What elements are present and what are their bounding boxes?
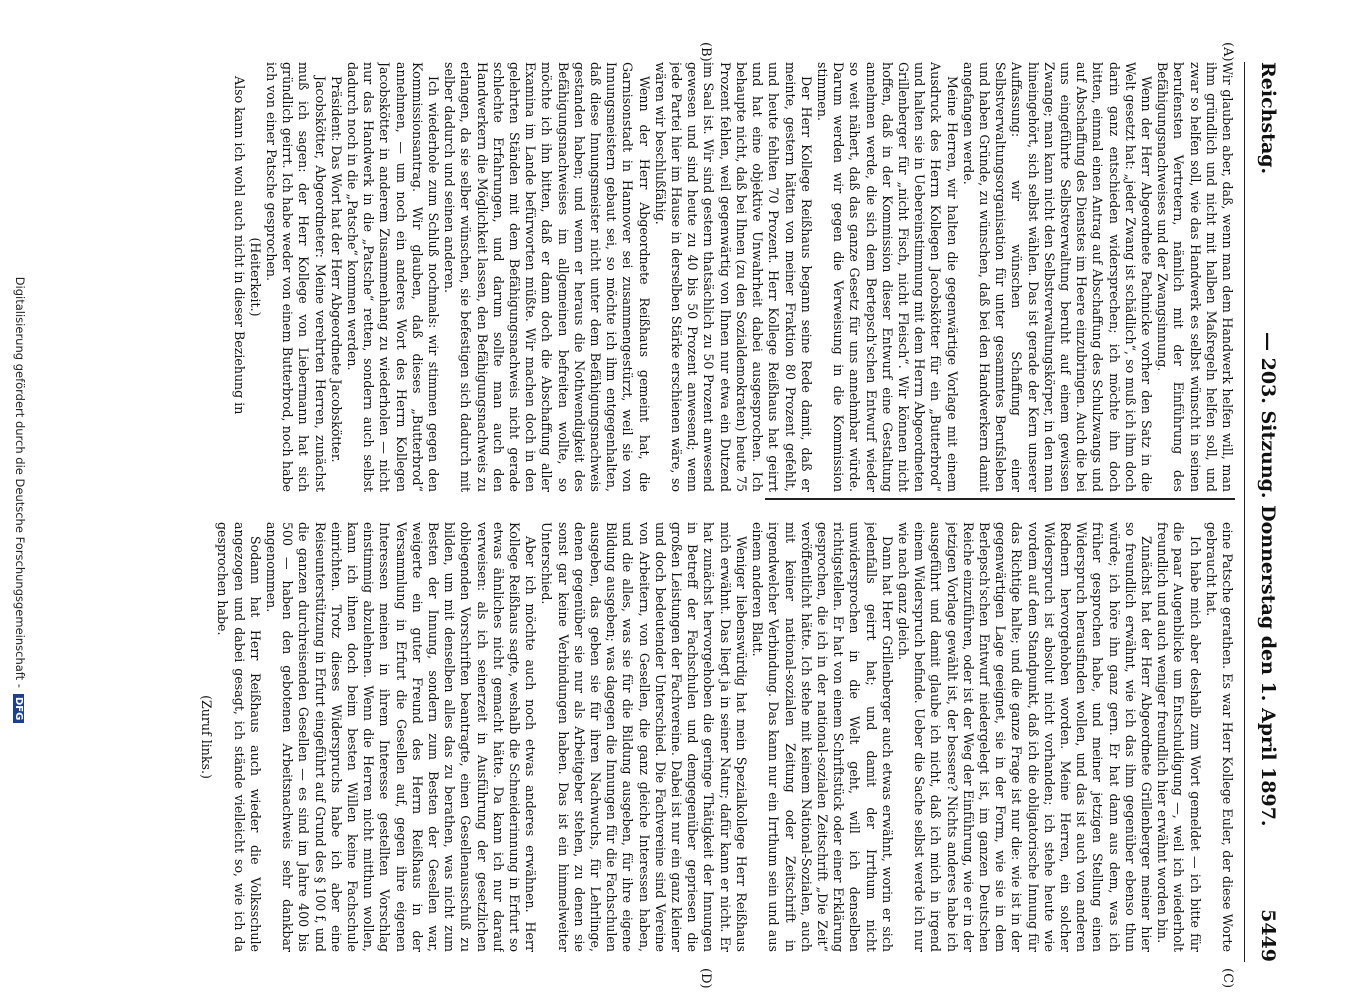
paragraph: Wir glauben aber, daß, wenn man dem Handwerk helfen will, man ihm gründlich und nicht mit halben Maßregeln helfen soll, und zwar so helfen soll, wie das Handwerk es selbst wünscht in seinen berufensten Vertretern, nämlich mit der Einführung des Befähigungsnachweises und der Zwangsinnung. <box>1155 62 1235 492</box>
digitization-footer <box>13 0 27 1000</box>
column-divider <box>765 498 1235 500</box>
paragraph: Aber ich möchte auch noch etwas anderes erwähnen. Herr Kollege Reißhaus sagte, weshalb die Schneiderinnung in Erfurt so etwas ähnliches nicht gemacht hätte. Da kann ich nur darauf verweisen: als ich seinerzeit in Ausführung der gesetzlichen obliegenden Vorschriften beantragte, einen Gesellenausschuß zu bilden, um mit denselben alles das zu berathen, was nicht zum Besten der Innung, sondern zum Besten der Gesellen war, weigerte ein guter Freund des Herrn Reißhaus in der Versammlung in Erfurt die Gesellen auf, gegen ihre eigenen Interessen meinen in ihrem Interesse gestellten Vorschlag einstimmig abzulehnen. Wenn die Herren nicht mitthun wollen, kann ich ihnen doch beim besten Willen keine Fachschule einrichten. Trotz dieses Widerspruchs habe ich aber eine Reiseunterstützung in Erfurt eingeführt auf Grund des § 100 f, und die ganzen durchreisenden Gesellen — es sind im Jahre 400 bis 500 — haben den gebotenen Arbeitsnachweis sehr dankbar angenommen. <box>264 522 539 952</box>
paragraph: Meine Herren, wir halten die gegenwärtige Vorlage mit einem Ausdruck des Herrn Kollegen Jacobskötter für ein „Butterbrod“ und halten sie in Uebereinstimmung mit dem Herrn Abgeordneten Grillenberger für „nicht Fisch, nicht Fleisch“. Wir können nicht hoffen, daß in der Kommission dieser Entwurf eine Gestaltung annehmen werde, die sich dem Bertepsch'schen Entwurf wieder so weit nähert, daß das ganze Gesetz für uns annehmbar würde. Darum werden wir gegen die Verweisung in die Kommission stimmen. <box>814 62 960 492</box>
paragraph: Sodann hat Herr Reißhaus auch wieder die Volksschule angezogen und dabei gesagt, ich stände vielleicht so, wie ich da gesprochen habe. <box>215 522 263 952</box>
footer-text: Digitalisierung gefördert durch die Deutsche Forschungsgemeinschaft - <box>13 276 27 688</box>
interjection: (Zuruf links.) <box>199 695 215 779</box>
paragraph: Zunächst hat der Herr Abgeordnete Grillenberger meiner hier so freundlich erwähnt, wie ich das ihm gegenüber ebenso thun würde; ich höre ihn ganz gern. Er hat dann aus dem, was ich früher gesprochen habe, und meiner jetzigen Stellung einen Widerspruch herausfinden wollen, und das ist auch von anderen Rednern hervorgehoben worden. Meine Herren, ein solcher Widerspruch ist absolut nicht vorhanden; ich stehe heute wie vordem auf dem Standpunkt, daß ich die obligatorische Innung für das Richtige halte; und die ganze Frage ist nur die: wie ist in der gegenwärtigen Lage geeignet, sie in der Form, wie sie in dem Berlepsch'schen Entwurf niedergelegt ist, im ganzen Deutschen Reiche einzuführen, oder ist der Weg der Einführung, wie er in der jetzigen Vorlage gewählt ist, der bessere? Nichts anderes habe ich ausgeführt und damit glaube ich nicht, daß ich mich in irgend einem Widerspruch befinde. Ueber die Sache selbst werde ich nur wie nach ganz gleich. <box>895 522 1154 952</box>
margin-marker-a: (A) <box>1220 42 1235 62</box>
page-number: 5449 <box>1257 909 1279 962</box>
paragraph: Ich habe mich aber deshalb zum Wort gemeldet — ich bitte für die paar Augenblicke um Entschuldigung —, weil ich wiederholt freundlich und auch weniger freundlich hier erwähnt worden bin. <box>1155 522 1203 952</box>
paragraph: Also kann ich wohl auch nicht in dieser Beziehung in <box>231 76 247 415</box>
page-header <box>1244 62 1285 962</box>
header-title: Reichstag. <box>1257 62 1279 175</box>
dfg-logo: DFG <box>13 694 24 723</box>
paragraph: Wenn der Herr Abgeordnete Pachnicke vorher den Satz in die Welt gesetzt hat: „jeder Zwang ist schädlich“, so muß ich ihm doch darin ganz entschieden widersprechen; ich möchte ihn doch bitten, einmal einen Antrag auf Abschaffung des Schulzwangs und auf Abschaffung des Dienstes im Heere einzubringen. Auch die bei uns eingeführte Selbstverwaltung beruht auf einem gewissen Zwange; man kann nicht den Selbstverwaltungskörper, in den man hineingehört, sich selbst wählen. Das ist gerade der Kern unserer Auffassung: wir wünschen Schaffung einer Selbstverwaltungsorganisation für unter gesammtes Berufsleben und haben Gründe, zu wünschen, daß bei den Handwerkern damit angefangen werde. <box>960 62 1154 492</box>
margin-marker-d: (D) <box>698 968 713 989</box>
paragraph: Der Herr Kollege Reißhaus begann seine Rede damit, daß er meinte, gestern hätten von meiner Fraktion 80 Prozent gefehlt, und heute fehlten 70 Prozent. Herr Kollege Reißhaus hat geirrt und hat eine objektive Unwahrheit dabei ausgesprochen. Ich behaupte nicht, daß bei Ihnen (zu den Sozialdemokraten) heute 75 Prozent fehlen, weil gegenwärtig von Ihnen nur etwa ein Dutzend im Saal ist. Wir sind gestern thatsächlich zu 50 Prozent anwesend gewesen und sind heute zu 40 bis 50 Prozent anwesend; wenn jede Partei hier im Hause in derselben Stärke erschienen wäre, so wären wir beschlußfähig. <box>652 62 814 492</box>
paragraph: Wenn der Herr Abgeordnete Reißhaus gemeint hat, die Garnisonstadt in Hannover sei zusammengestürzt, weil sie von Innungsmeistern gebaut sei, so möchte ich ihm entgegenhalten, daß diese Innungsmeister nicht unter dem Befähigungsnachweis gestanden haben; und wenn er heraus die Nothwendigkeit des Befähigungsnachweises im allgemeinen befreiten wollte, so möchte ich ihn bitten, daß er dann doch die Abschaffung aller Examina im Lande befürworten müßte. Wir machen doch in den gelehrten Ständen mit dem Befähigungsnachweis nicht gerade schlechte Erfahrungen, und darum sollte man auch den Handwerkern die Möglichkeit lassen, den Befähigungsnachweis zu erlangen, da sie selber wünschen, sie befestigen sich dadurch mit selber dadurch und seinen anderen. <box>442 62 652 492</box>
paragraph: eine Patsche gerathen. Es war Herr Kollege Euler, der diese Worte gebraucht hat. <box>1203 522 1235 952</box>
paragraph: Weniger liebenswürdig hat mein Spezialkollege Herr Reißhaus mich erwähnt. Das liegt ja in seiner Natur; dafür kann er nicht. Er hat zunächst hervorgehoben die geringe Thätigkeit der Innungen in Betreff der Fachschulen und demgegenüber gepriesen die großen Leistungen der Fachvereine. Dabei ist nur ein ganz kleiner und doch bedeutender Unterschied. Die Fachvereine sind Vereine von Arbeitern, von Gesellen, die ganz gleiche Interessen haben, und die alles, was sie für die Bildung ausgeben, für ihre eigene Bildung ausgeben; was dagegen die Innungen für die Fachschulen ausgeben, das geben sie für ihren Nachwuchs, für Lehrlinge, denen gegenüber sie nur als Arbeitgeber stehen, zu denen sie sonst gar keine Verbindungen haben. Das ist ein himmelweiter Unterschied. <box>539 522 749 952</box>
right-column <box>185 522 1235 952</box>
left-column <box>185 62 1235 492</box>
paragraph: Ich wiederhole zum Schluß nochmals: wir stimmen gegen den Kommissionsantrag. Wir glauben, daß dieses „Butterbrod“ annehmen, — um noch ein anderes Wort des Herrn Kollegen Jacobskötter in anderem Zusammenhang zu wiederholen — nicht nur das Handwerk in die „Patsche“ retten, sondern auch selbst dadurch noch in die „Patsche“ kommen werden. <box>345 62 442 492</box>
margin-marker-b: (B) <box>698 42 713 62</box>
speaker-paragraph: Präsident: Das Wort hat der Herr Abgeordnete Jacobskötter. <box>328 76 344 463</box>
margin-marker-c: (C) <box>1220 968 1235 989</box>
header-session: — 203. Sitzung. Donnerstag den 1. April 1897. <box>1257 332 1279 827</box>
speaker-paragraph: Jacobskötter, Abgeordneter: Meine verehrten Herren, zunächst muß ich sagen: der Herr Kollege von Liebermann hat sich gründlich geirrt. Ich habe weder von einem Butterbrod, noch habe ich von einer Patsche gesprochen. <box>264 62 328 492</box>
paragraph: Dann hat Herr Grillenberger auch etwas erwähnt, worin er sich jedenfalls geirrt hat; und damit der Irrthum nicht unwidersprochen in die Welt geht, will ich denselben richtigstellen. Er hat von einem Schriftstück oder einer Erklärung gesprochen, die ich in der national-sozialen Zeitschrift „Die Zeit“ veröffentlicht hätte. Ich stehe mit keinem National-Sozialen, auch mit keiner national-sozialen Zeitung oder Zeitschrift in irgendwelcher Verbindung. Das kann nur ein Irrthum sein und aus einem anderen Blatt. <box>750 522 895 952</box>
interjection: (Heiterkeit.) <box>247 237 263 317</box>
